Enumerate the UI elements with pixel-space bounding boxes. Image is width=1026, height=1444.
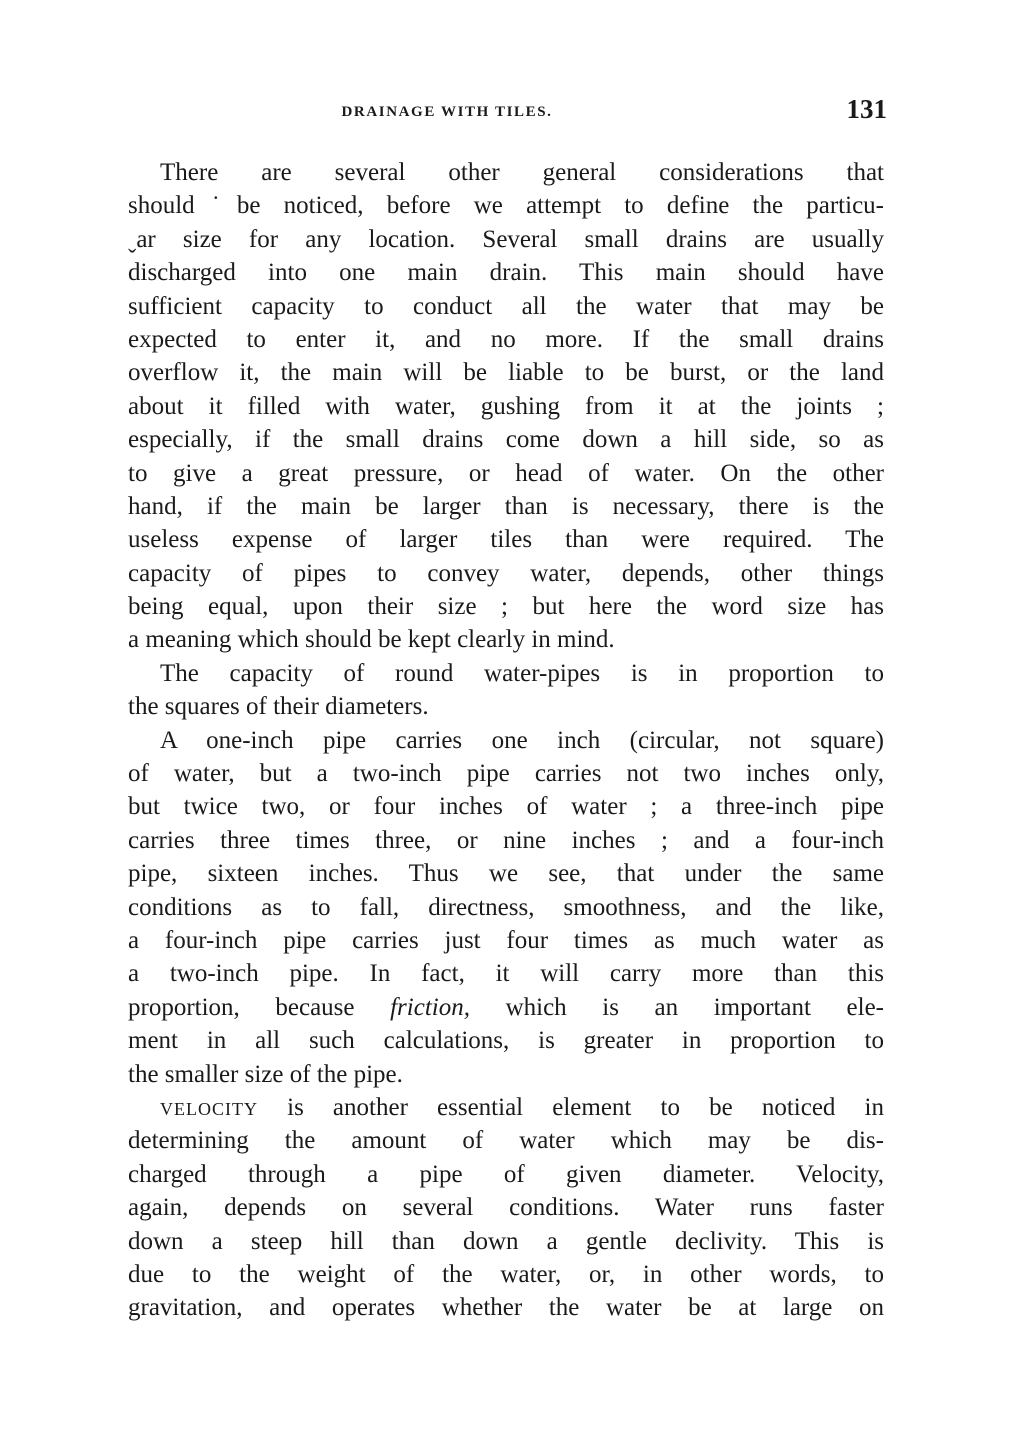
text-line: capacity of pipes to convey water, depends, other things (128, 559, 884, 587)
velocity-small-caps: VELOCITY (160, 1098, 258, 1119)
text-line: conditions as to fall, directness, smoothness, and the like, (128, 893, 884, 921)
text-line: charged through a pipe of given diameter. Velocity, (128, 1160, 884, 1188)
text-line: but twice two, or four inches of water ; a three-inch pipe (128, 793, 884, 821)
body-text (128, 156, 884, 1325)
text-line: hand, if the main be larger than is necessary, there is the (128, 492, 884, 520)
text-line: gravitation, and operates whether the water be at large on (128, 1294, 884, 1322)
text-line: should˙be noticed, before we attempt to define the particu- (128, 192, 884, 220)
text-line: There are several other general considerations that (160, 159, 884, 186)
text-line: useless expense of larger tiles than were required. The (128, 526, 884, 554)
text-line: the smaller size of the pipe. (128, 1060, 403, 1088)
text-line-velocity (128, 1091, 884, 1124)
text-line: due to the weight of the water, or, in other words, to (128, 1260, 884, 1288)
text-line-friction (128, 991, 884, 1024)
text-line: carries three times three, or nine inches ; and a four-inch (128, 826, 884, 854)
text-line: expected to enter it, and no more. If the small drains (128, 325, 884, 353)
text-line: overflow it, the main will be liable to be burst, or the land (128, 359, 884, 387)
running-title: DRAINAGE WITH TILES. (341, 104, 553, 120)
text-line: the squares of their diameters. (128, 693, 429, 721)
text-line: again, depends on several conditions. Water runs faster (128, 1194, 884, 1222)
text-line: ment in all such calculations, is greater in proportion to (128, 1027, 884, 1055)
text-line: especially, if the small drains come down a hill side, so as (128, 426, 884, 454)
text-line: a four-inch pipe carries just four times as much water as (128, 926, 884, 954)
text-line: down a steep hill than down a gentle declivity. This is (128, 1227, 884, 1255)
text-line: discharged into one main drain. This main should have (128, 259, 884, 287)
text-line: determining the amount of water which may be dis- (128, 1127, 884, 1155)
text-line: A one-inch pipe carries one inch (circular, not square) (160, 726, 884, 754)
text-line: about it filled with water, gushing from it at the joints ; (128, 392, 884, 420)
text-line: The capacity of round water-pipes is in proportion to (160, 659, 884, 687)
velocity-line-rest: is another essential element to be noticed in (257, 1093, 884, 1121)
text-line: being equal, upon their size ; but here the word size has (128, 593, 884, 621)
friction-line-after: which is an important ele- (469, 993, 884, 1021)
text-line: sufficient capacity to conduct all the water that may be (128, 292, 884, 320)
text-line: pipe, sixteen inches. Thus we see, that under the same (128, 860, 884, 888)
page-header (127, 96, 887, 132)
text-line: of water, but a two-inch pipe carries not two inches only, (128, 760, 884, 788)
page-number: 131 (846, 94, 887, 124)
text-line: a meaning which should be kept clearly in mind. (128, 626, 615, 654)
text-line: a two-inch pipe. In fact, it will carry more than this (128, 960, 884, 988)
friction-line-before: proportion, because (128, 993, 391, 1021)
text-line: ˬar size for any location. Several small drains are usually (128, 225, 884, 253)
text-line: to give a great pressure, or head of water. On the other (128, 459, 884, 487)
friction-word: friction, (390, 993, 470, 1021)
